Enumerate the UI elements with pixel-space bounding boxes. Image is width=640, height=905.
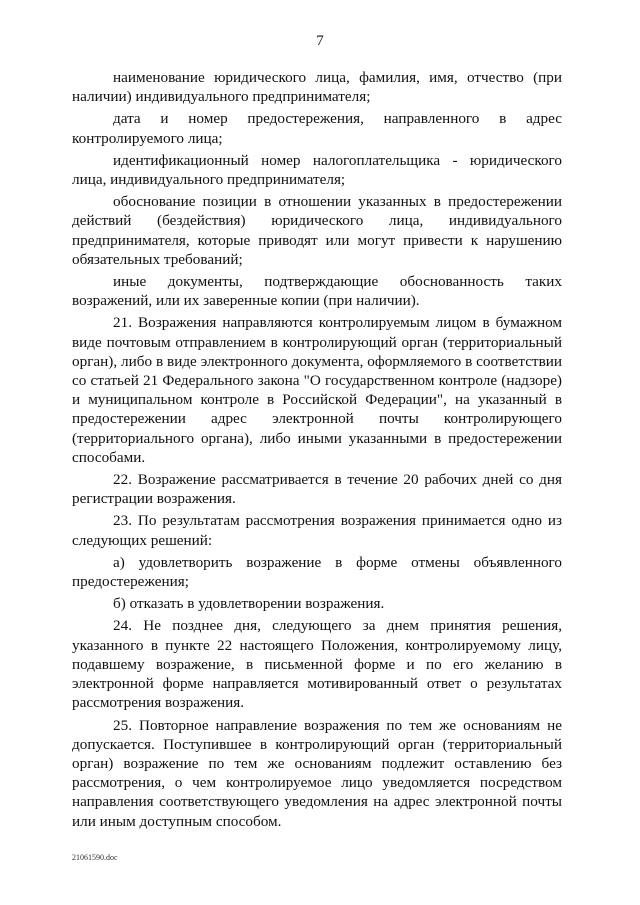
paragraph: а) удовлетворить возражение в форме отмены объявленного предостережения; <box>72 553 562 591</box>
paragraph: б) отказать в удовлетворении возражения. <box>113 595 385 613</box>
document-body <box>72 68 562 834</box>
paragraph: 23. По результатам рассмотрения возражения принимается одно из следующих решений: <box>72 512 562 549</box>
paragraph: 25. Повторное направление возражения по тем же основаниям не допускается. Поступившее в контролирующий орган (территориальный орган) возражение по тем же основаниям подлежит оставлению без рассмотрения, о чем контролируемое лицо уведомляется посредством направления соответствующего уведомления на адрес электронной почты или иным доступным способом. <box>72 716 562 830</box>
paragraph: наименование юридического лица, фамилия, имя, отчество (при наличии) индивидуального предпринимателя; <box>72 69 562 106</box>
page-number: 7 <box>316 33 324 49</box>
paragraph: 22. Возражение рассматривается в течение 20 рабочих дней со дня регистрации возражения. <box>72 471 562 508</box>
document-filename: 21061590.doc <box>72 853 118 862</box>
paragraph: иные документы, подтверждающие обоснованность таких возражений, или их заверенные копии (при наличии). <box>72 273 562 310</box>
paragraph: дата и номер предостережения, направленного в адрес контролируемого лица; <box>72 110 562 147</box>
paragraph: обоснование позиции в отношении указанных в предостережении действий (бездействия) юридического лица, индивидуального предпринимателя, которые приводят или могут привести к нарушению обязательных требований; <box>72 193 562 268</box>
paragraph: 24. Не позднее дня, следующего за днем принятия решения, указанного в пункте 22 настоящего Положения, контролируемому лицу, подавшему возражение, в письменной форме и по его желанию в электронной форме направляется мотивированный ответ о результатах рассмотрения возражения. <box>72 617 562 712</box>
paragraph: идентификационный номер налогоплательщика - юридического лица, индивидуального предпринимателя; <box>72 151 562 189</box>
paragraph: 21. Возражения направляются контролируемым лицом в бумажном виде почтовым отправлением в контролирующий орган (территориальный орган), либо в виде электронного документа, оформляемого в соответствии со статьей 21 Федерального закона "О государственном контроле (надзоре) и муниципальном контроле в Российской Федерации", на указанный в предостережении адрес электронной почты контролирующего (территориального органа), либо иными указанными в предостережении способами. <box>72 314 562 466</box>
